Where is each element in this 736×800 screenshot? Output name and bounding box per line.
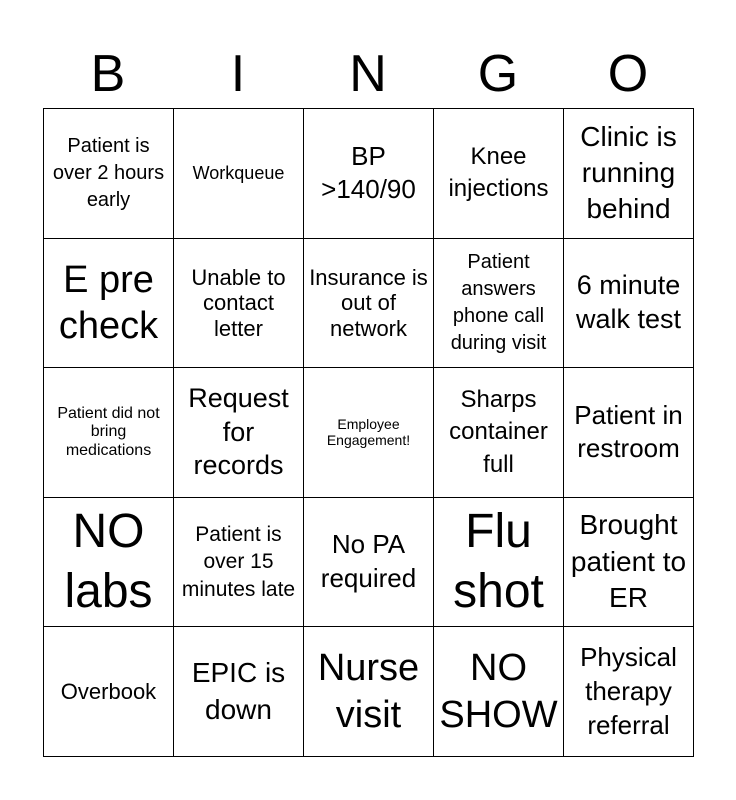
bingo-cell[interactable] bbox=[434, 498, 564, 628]
bingo-cell[interactable] bbox=[304, 627, 434, 757]
bingo-cell[interactable] bbox=[304, 109, 434, 239]
cell-text: Overbook bbox=[60, 679, 157, 705]
bingo-cell[interactable] bbox=[564, 109, 694, 239]
bingo-cell[interactable] bbox=[304, 368, 434, 498]
bingo-cell[interactable] bbox=[564, 368, 694, 498]
cell-text: Patient is over 2 hours early bbox=[52, 134, 165, 211]
cell-text: No PA required bbox=[320, 529, 417, 594]
bingo-cell[interactable] bbox=[174, 109, 304, 239]
cell-text: Patient in restroom bbox=[574, 399, 683, 464]
cell-text: Request for records bbox=[188, 382, 289, 481]
cell-text: E pre check bbox=[58, 258, 159, 347]
bingo-cell[interactable] bbox=[304, 498, 434, 628]
cell-text: EPIC is down bbox=[191, 657, 286, 725]
cell-text: Physical therapy referral bbox=[580, 641, 677, 740]
header-letter-g: G bbox=[477, 45, 519, 103]
header-letter-i: I bbox=[230, 45, 246, 103]
cell-text: Flu shot bbox=[453, 505, 544, 619]
cell-text: Workqueue bbox=[192, 162, 285, 183]
bingo-cell[interactable] bbox=[304, 239, 434, 369]
bingo-cell[interactable] bbox=[564, 498, 694, 628]
cell-text: Patient did not bring medications bbox=[57, 404, 160, 459]
bingo-cell[interactable] bbox=[44, 498, 174, 628]
bingo-board bbox=[43, 108, 694, 757]
cell-text: Knee injections bbox=[448, 142, 549, 203]
bingo-cell[interactable] bbox=[44, 368, 174, 498]
header-letter-b: B bbox=[90, 45, 126, 103]
cell-text: Patient is over 15 minutes late bbox=[181, 523, 296, 601]
cell-text: NO SHOW bbox=[439, 647, 558, 736]
bingo-cell[interactable] bbox=[564, 627, 694, 757]
bingo-cell[interactable] bbox=[174, 498, 304, 628]
cell-text: Insurance is out of network bbox=[309, 264, 428, 341]
cell-text: Brought patient to ER bbox=[570, 509, 687, 614]
cell-text: Sharps container full bbox=[449, 385, 548, 478]
bingo-cell[interactable] bbox=[434, 368, 564, 498]
cell-text: Employee Engagement! bbox=[326, 415, 411, 449]
bingo-cell[interactable] bbox=[174, 368, 304, 498]
cell-text: Unable to contact letter bbox=[191, 264, 286, 341]
cell-text: BP >140/90 bbox=[321, 140, 416, 205]
bingo-cell[interactable] bbox=[44, 109, 174, 239]
bingo-cell[interactable] bbox=[44, 239, 174, 369]
header-letter-o: O bbox=[607, 45, 649, 103]
bingo-cell[interactable] bbox=[564, 239, 694, 369]
cell-text: Clinic is running behind bbox=[580, 120, 677, 225]
cell-text: Patient answers phone call during visit bbox=[450, 250, 547, 354]
bingo-cell[interactable] bbox=[174, 627, 304, 757]
bingo-cell[interactable] bbox=[44, 627, 174, 757]
cell-text: Nurse visit bbox=[317, 647, 420, 736]
bingo-header bbox=[43, 40, 693, 108]
bingo-cell[interactable] bbox=[434, 627, 564, 757]
bingo-cell[interactable] bbox=[434, 239, 564, 369]
cell-text: NO labs bbox=[64, 505, 153, 619]
cell-text: 6 minute walk test bbox=[575, 270, 682, 334]
header-letter-n: N bbox=[349, 45, 387, 103]
bingo-cell[interactable] bbox=[434, 109, 564, 239]
bingo-cell[interactable] bbox=[174, 239, 304, 369]
